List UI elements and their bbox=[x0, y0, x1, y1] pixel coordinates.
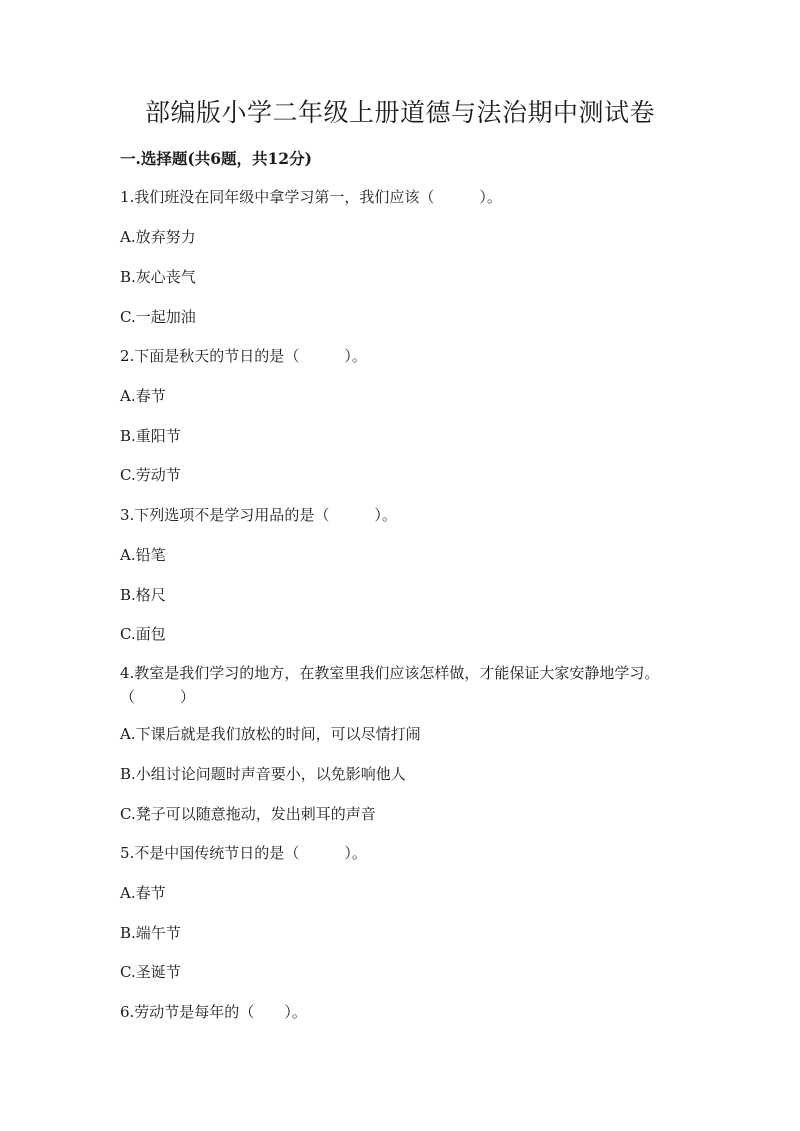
question-1-option-a: A.放弃努力 bbox=[120, 228, 196, 246]
question-5-option-c: C.圣诞节 bbox=[120, 963, 181, 981]
question-1-option-b: B.灰心丧气 bbox=[120, 268, 196, 286]
question-5-option-b: B.端午节 bbox=[120, 924, 181, 942]
page-title: 部编版小学二年级上册道德与法治期中测试卷 bbox=[144, 98, 655, 127]
section-heading: 一.选择题(共6题，共12分) bbox=[120, 149, 312, 168]
question-5-stem: 5.不是中国传统节日的是（ ）。 bbox=[120, 844, 367, 862]
question-1-option-c: C.一起加油 bbox=[120, 308, 196, 326]
question-4-option-c: C.凳子可以随意拖动，发出刺耳的声音 bbox=[120, 805, 376, 823]
question-1-stem: 1.我们班没在同年级中拿学习第一，我们应该（ ）。 bbox=[120, 188, 502, 206]
question-2-option-c: C.劳动节 bbox=[120, 466, 181, 484]
question-4-option-a: A.下课后就是我们放松的时间，可以尽情打闹 bbox=[120, 725, 421, 743]
question-4-option-b: B.小组讨论问题时声音要小，以免影响他人 bbox=[120, 765, 406, 783]
question-3-option-a: A.铅笔 bbox=[120, 546, 166, 564]
question-3-option-c: C.面包 bbox=[120, 625, 166, 643]
question-5-option-a: A.春节 bbox=[120, 884, 166, 902]
question-4-stem: 4.教室是我们学习的地方，在教室里我们应该怎样做，才能保证大家安静地学习。（ ） bbox=[120, 664, 660, 706]
question-3-stem: 3.下列选项不是学习用品的是（ ）。 bbox=[120, 506, 397, 524]
question-2-option-b: B.重阳节 bbox=[120, 427, 181, 445]
question-6-stem: 6.劳动节是每年的（ ）。 bbox=[120, 1003, 307, 1021]
question-2-option-a: A.春节 bbox=[120, 387, 166, 405]
question-3-option-b: B.格尺 bbox=[120, 586, 166, 604]
question-2-stem: 2.下面是秋天的节日的是（ ）。 bbox=[120, 347, 367, 365]
